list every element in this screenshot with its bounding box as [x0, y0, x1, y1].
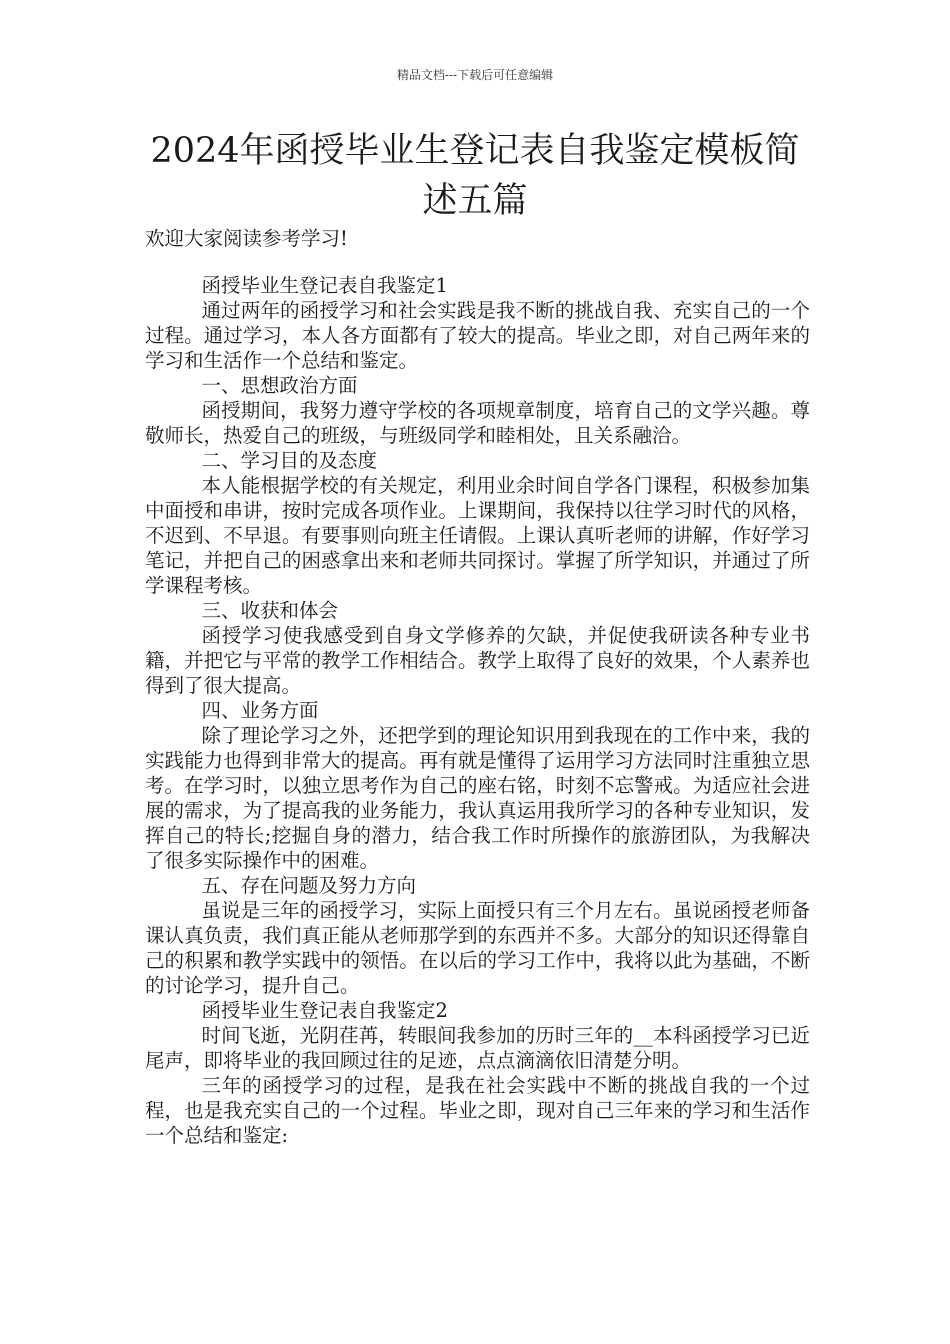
paragraph: 时间飞逝，光阴荏苒，转眼间我参加的历时三年的__本科函授学习已近尾声，即将毕业的我回顾过往的足迹，点点滴滴依旧清楚分明。	[145, 1024, 810, 1072]
paragraph: 除了理论学习之外，还把学到的理论知识用到我现在的工作中来，我的实践能力也得到非常大的提高。再有就是懂得了运用学习方法同时注重独立思考。在学习时，以独立思考作为自己的座右铭，时刻不忘警戒。为适应社会进展的需求，为了提高我的业务能力，我认真运用我所学习的各种专业知识，发挥自己的特长;挖掘自身的潜力，结合我工作时所操作的旅游团队，为我解决了很多实际操作中的困难。	[145, 724, 810, 872]
intro-line: 欢迎大家阅读参考学习!	[145, 227, 348, 250]
section-heading-appraisal-2: 函授毕业生登记表自我鉴定2	[201, 999, 448, 1022]
section-heading-appraisal-1: 函授毕业生登记表自我鉴定1	[201, 274, 448, 297]
paragraph: 虽说是三年的函授学习，实际上面授只有三个月左右。虽说函授老师备课认真负责，我们真正能从老师那学到的东西并不多。大部分的知识还得靠自己的积累和教学实践中的领悟。在以后的学习工作中，我将以此为基础，不断的讨论学习，提升自己。	[145, 899, 810, 997]
document-title: 2024年函授毕业生登记表自我鉴定模板简述五篇	[150, 131, 800, 221]
section-heading: 二、学习目的及态度	[201, 449, 378, 472]
page-header-note: 精品文档---下载后可任意编辑	[396, 68, 554, 82]
paragraph: 通过两年的函授学习和社会实践是我不断的挑战自我、充实自己的一个过程。通过学习，本人各方面都有了较大的提高。毕业之即，对自己两年来的学习和生活作一个总结和鉴定。	[145, 299, 810, 372]
paragraph: 本人能根据学校的有关规定，利用业余时间自学各门课程，积极参加集中面授和串讲，按时完成各项作业。上课期间，我保持以往学习时代的风格，不迟到、不早退。有要事则向班主任请假。上课认真听老师的讲解，作好学习笔记，并把自己的困惑拿出来和老师共同探讨。掌握了所学知识，并通过了所学课程考核。	[145, 474, 810, 597]
section-heading: 三、收获和体会	[201, 599, 339, 622]
paragraph: 三年的函授学习的过程，是我在社会实践中不断的挑战自我的一个过程，也是我充实自己的一个过程。毕业之即，现对自己三年来的学习和生活作一个总结和鉴定:	[145, 1074, 810, 1147]
section-heading: 四、业务方面	[201, 699, 319, 722]
paragraph: 函授学习使我感受到自身文学修养的欠缺，并促使我研读各种专业书籍，并把它与平常的教学工作相结合。教学上取得了良好的效果，个人素养也得到了很大提高。	[145, 624, 810, 697]
section-heading: 一、思想政治方面	[201, 374, 358, 397]
document-body	[145, 226, 810, 1148]
paragraph: 函授期间，我努力遵守学校的各项规章制度，培育自己的文学兴趣。尊敬师长，热爱自己的班级，与班级同学和睦相处，且关系融洽。	[145, 399, 810, 447]
section-heading: 五、存在问题及努力方向	[201, 874, 417, 897]
